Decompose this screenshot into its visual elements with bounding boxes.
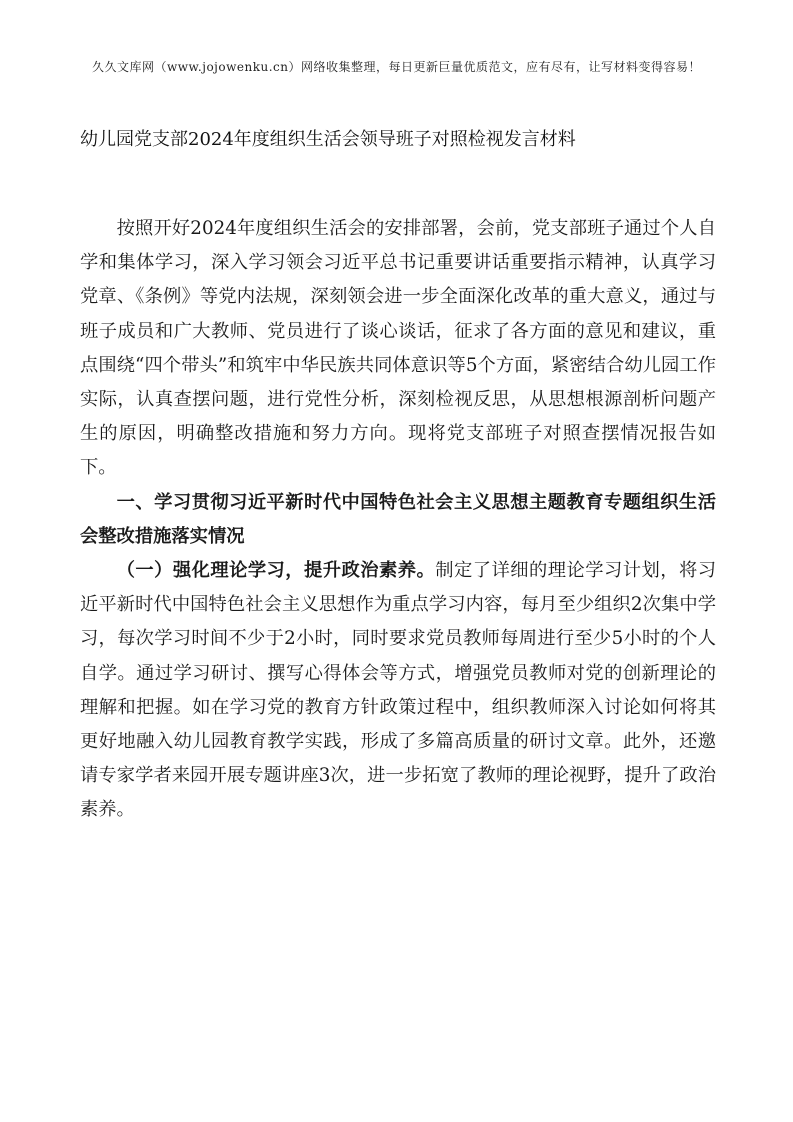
header-note: 久久文库网（www.jojowenku.cn）网络收集整理，每日更新巨量优质范文，应有尽有，让写材料变得容易！	[92, 60, 701, 74]
subsection-lead: （一）强化理论学习，提升政治素养。	[116, 560, 436, 582]
document-body	[80, 212, 716, 828]
subsection-body: 制定了详细的理论学习计划，将习近平新时代中国特色社会主义思想作为重点学习内容，每月至少组织2次集中学习，每次学习时间不少于2小时，同时要求党员教师每周进行至少5小时的个人自学。通过学习研讨、撰写心得体会等方式，增强党员教师对党的创新理论的理解和把握。如在学习党的教育方针政策过程中，组织教师深入讨论如何将其更好地融入幼儿园教育教学实践，形成了多篇高质量的研讨文章。此外，还邀请专家学者来园开展专题讲座3次，进一步拓宽了教师的理论视野，提升了政治素养。	[80, 560, 717, 821]
intro-paragraph: 按照开好2024年度组织生活会的安排部署，会前，党支部班子通过个人自学和集体学习，深入学习领会习近平总书记重要讲话重要指示精神，认真学习党章、《条例》等党内法规，深刻领会进一步全面深化改革的重大意义，通过与班子成员和广大教师、党员进行了谈心谈话，征求了各方面的意见和建议，重点围绕“四个带头”和筑牢中华民族共同体意识等5个方面，紧密结合幼儿园工作实际，认真查摆问题，进行党性分析，深刻检视反思，从思想根源剖析问题产生的原因，明确整改措施和努力方向。现将党支部班子对照查摆情况报告如下。	[80, 218, 716, 479]
subsection-paragraph	[80, 554, 716, 828]
document-title: 幼儿园党支部2024年度组织生活会领导班子对照检视发言材料	[80, 129, 576, 150]
section-heading: 一、学习贯彻习近平新时代中国特色社会主义思想主题教育专题组织生活会整改措施落实情况	[80, 491, 716, 547]
